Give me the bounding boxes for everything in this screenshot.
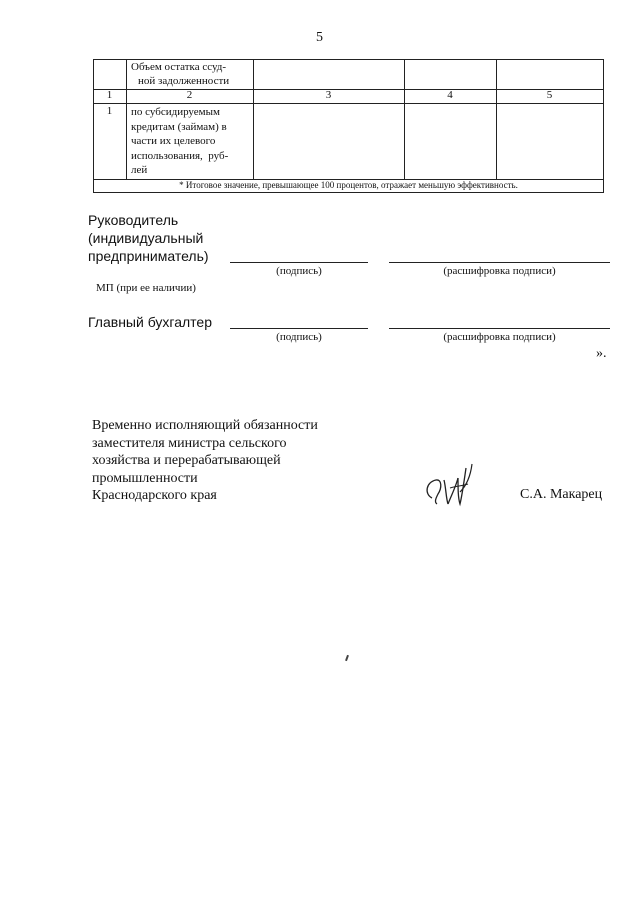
head-decoding-line [389, 262, 610, 263]
column-number: 3 [325, 89, 332, 101]
closing-quote: ». [596, 346, 607, 361]
official-position: Временно исполняющий обязанности заместителя министра сельского хозяйства и перерабатывающей промышленности Краснодарского края [92, 418, 318, 503]
row-number: 1 [106, 105, 113, 117]
column-number: 5 [546, 89, 553, 101]
table-footnote: * Итоговое значение, превышающее 100 процентов, отражает меньшую эффективность. [179, 180, 518, 190]
head-decoding-caption: (расшифровка подписи) [443, 265, 556, 277]
stray-mark [345, 655, 349, 661]
stamp-label: МП (при ее наличии) [96, 282, 196, 294]
head-signature-line [230, 262, 368, 263]
column-number: 2 [186, 89, 193, 101]
accountant-decoding-caption: (расшифровка подписи) [443, 331, 556, 343]
head-role-label: Руководитель (индивидуальный предприниматель) [88, 212, 209, 264]
subsidy-table [93, 59, 604, 193]
accountant-role-label: Главный бухгалтер [88, 314, 212, 330]
row-description: по субсидируемым кредитам (займам) в части их целевого использования, руб- лей [131, 106, 229, 176]
accountant-signature-caption: (подпись) [276, 331, 322, 343]
column-number: 1 [106, 89, 113, 101]
accountant-signature-line [230, 328, 368, 329]
head-signature-caption: (подпись) [276, 265, 322, 277]
accountant-decoding-line [389, 328, 610, 329]
handwritten-signature [420, 458, 480, 510]
column-number: 4 [447, 89, 453, 101]
page-number: 5 [316, 30, 323, 45]
official-name: С.А. Макарец [520, 487, 603, 502]
header-cell-label: Объем остатка ссуд- ной задолженности [131, 61, 230, 87]
